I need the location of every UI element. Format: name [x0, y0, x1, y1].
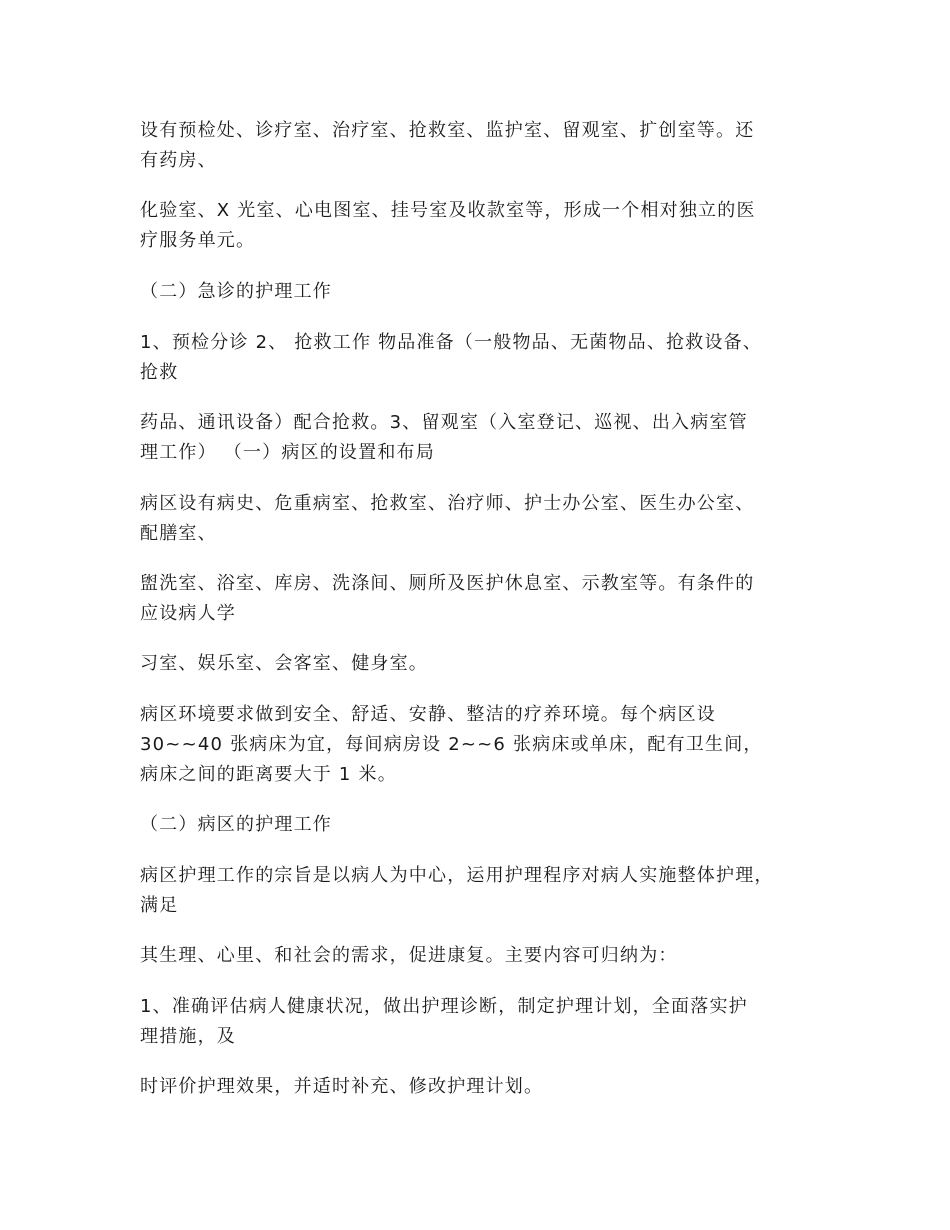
text-line: （二）急诊的护理工作 — [140, 281, 332, 302]
text-line: 时评价护理效果，并适时补充、修改护理计划。 — [140, 1076, 544, 1097]
text-line: 配膳室、 — [140, 523, 217, 544]
heading-emergency-nursing — [140, 277, 830, 307]
paragraph-emergency-rooms — [140, 116, 830, 176]
heading-ward-nursing — [140, 810, 830, 840]
text-line: 病区环境要求做到安全、舒适、安静、整洁的疗养环境。每个病区设 — [140, 704, 716, 725]
paragraph-nursing-purpose — [140, 861, 830, 921]
paragraph-ward-environment — [140, 700, 830, 790]
text-line: 1、预检分诊 2、 抢救工作 物品准备（一般物品、无菌物品、抢救设备、 — [140, 332, 763, 353]
text-line: 抢救 — [140, 362, 179, 383]
paragraph-washrooms — [140, 569, 830, 629]
paragraph-assessment — [140, 992, 830, 1052]
text-line: 满足 — [140, 895, 179, 916]
paragraph-evaluation — [140, 1072, 830, 1102]
text-line: 理工作） （一）病区的设置和布局 — [140, 442, 435, 463]
text-line: 理措施，及 — [140, 1026, 236, 1047]
text-line: 有药房、 — [140, 150, 217, 171]
text-line: 其生理、心里、和社会的需求，促进康复。主要内容可归纳为： — [140, 945, 678, 966]
text-line: 30~~40 张病床为宜，每间病房设 2~~6 张病床或单床，配有卫生间， — [140, 734, 763, 755]
text-line: 应设病人学 — [140, 603, 236, 624]
paragraph-study-rooms — [140, 649, 830, 679]
text-line: 习室、娱乐室、会客室、健身室。 — [140, 653, 428, 674]
text-line: 病床之间的距离要大于 1 米。 — [140, 764, 397, 785]
paragraph-lab-rooms — [140, 196, 830, 256]
text-line: 病区护理工作的宗旨是以病人为中心，运用护理程序对病人实施整体护理， — [140, 865, 774, 886]
paragraph-rescue — [140, 408, 830, 468]
text-line: 1、准确评估病人健康状况，做出护理诊断，制定护理计划，全面落实护 — [140, 996, 748, 1017]
text-line: 盥洗室、浴室、库房、洗涤间、厕所及医护休息室、示教室等。有条件的 — [140, 573, 755, 594]
text-line: 疗服务单元。 — [140, 230, 256, 251]
paragraph-triage — [140, 328, 830, 388]
paragraph-ward-rooms — [140, 489, 830, 549]
text-line: 药品、通讯设备）配合抢救。3、留观室（入室登记、巡视、出入病室管 — [140, 412, 748, 433]
text-line: 设有预检处、诊疗室、治疗室、抢救室、监护室、留观室、扩创室等。还 — [140, 120, 755, 141]
paragraph-needs — [140, 941, 830, 971]
text-line: （二）病区的护理工作 — [140, 814, 332, 835]
text-line: 病区设有病史、危重病室、抢救室、治疗师、护士办公室、医生办公室、 — [140, 493, 755, 514]
text-line: 化验室、X 光室、心电图室、挂号室及收款室等，形成一个相对独立的医 — [140, 200, 756, 221]
